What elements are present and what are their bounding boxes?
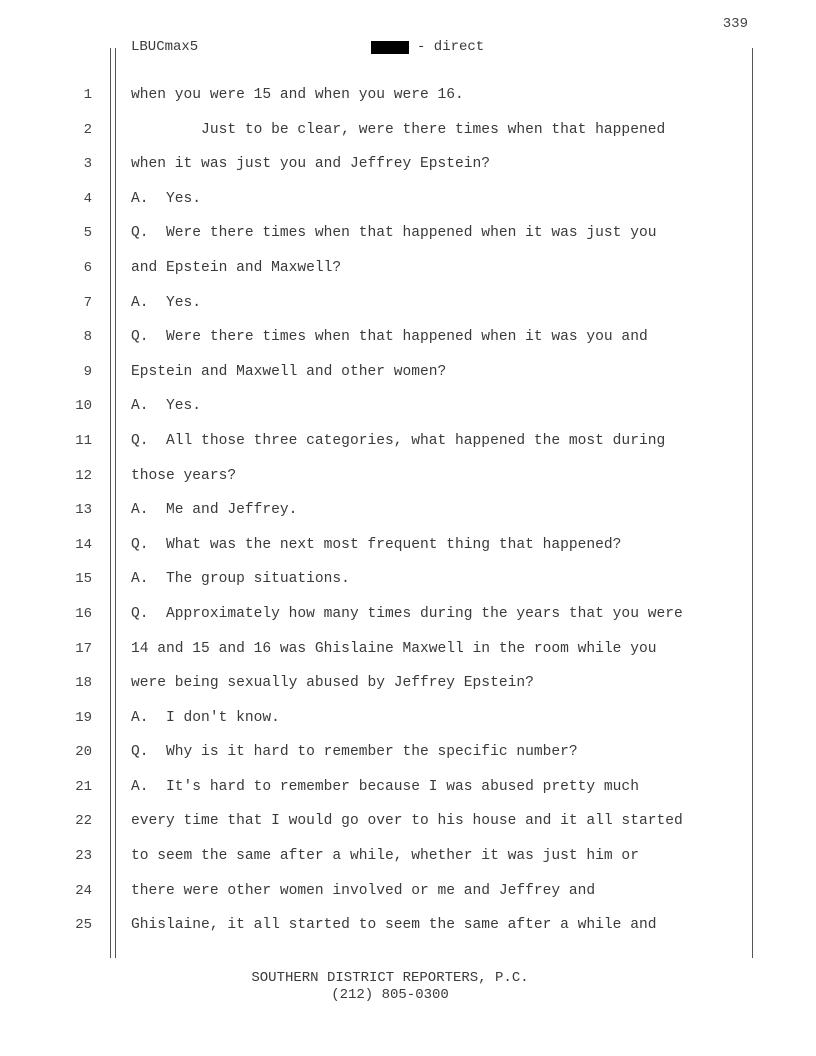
line-number: 8 xyxy=(83,329,92,346)
line-number: 14 xyxy=(75,536,92,553)
transcript-line: A. I don't know. xyxy=(131,709,280,726)
redaction-box xyxy=(371,41,409,54)
transcript-line: A. Yes. xyxy=(131,190,202,207)
footer xyxy=(0,970,780,1004)
line-number: 1 xyxy=(83,87,92,103)
left-margin-rule-inner xyxy=(115,48,116,958)
transcript-line: A. Yes. xyxy=(131,294,202,311)
line-number: 5 xyxy=(83,225,92,242)
line-number-column xyxy=(60,85,92,950)
transcript-line: Q. What was the next most frequent thing that happened? xyxy=(131,536,622,553)
line-number: 23 xyxy=(75,848,92,865)
line-number: 25 xyxy=(75,917,92,934)
transcript-line: Q. Why is it hard to remember the specific number? xyxy=(131,744,578,761)
reporter-phone: (212) 805-0300 xyxy=(331,987,449,1003)
line-number: 20 xyxy=(75,744,92,761)
line-number: 9 xyxy=(83,363,92,380)
transcript-line: Ghislaine, it all started to seem the same after a while and xyxy=(131,917,657,934)
transcript-line: A. Yes. xyxy=(131,398,202,415)
line-number: 22 xyxy=(75,813,92,830)
line-number: 19 xyxy=(75,709,92,726)
transcript-line: those years? xyxy=(131,467,237,484)
line-number: 16 xyxy=(75,605,92,622)
line-number: 12 xyxy=(75,467,92,484)
transcript-line: A. The group situations. xyxy=(131,571,350,588)
case-identifier: LBUCmax5 xyxy=(131,39,199,55)
reporter-name: SOUTHERN DISTRICT REPORTERS, P.C. xyxy=(251,970,529,986)
transcript-line: every time that I would go over to his house and it all started xyxy=(131,813,683,830)
transcript-line: when it was just you and Jeffrey Epstein? xyxy=(131,156,491,173)
line-number: 2 xyxy=(83,121,92,138)
section-label: - direct xyxy=(417,39,485,55)
line-number: 13 xyxy=(75,502,92,519)
transcript-line: and Epstein and Maxwell? xyxy=(131,259,342,276)
line-number: 7 xyxy=(83,294,92,311)
left-margin-rule-outer xyxy=(110,48,111,958)
page-number: 339 xyxy=(722,16,748,32)
transcript-line: Q. All those three categories, what happened the most during xyxy=(131,432,666,449)
transcript-line: Epstein and Maxwell and other women? xyxy=(131,363,447,380)
transcript-line: Just to be clear, were there times when that happened xyxy=(131,121,666,138)
right-margin-rule xyxy=(752,48,753,958)
line-number: 17 xyxy=(75,640,92,657)
line-number: 11 xyxy=(75,432,92,449)
transcript-line: Q. Approximately how many times during the years that you were xyxy=(131,605,683,622)
line-number: 3 xyxy=(83,156,92,173)
transcript-line: Q. Were there times when that happened when it was you and xyxy=(131,329,648,346)
transcript-line: A. It's hard to remember because I was abused pretty much xyxy=(131,778,639,795)
transcript-line: were being sexually abused by Jeffrey Epstein? xyxy=(131,675,534,692)
line-number: 4 xyxy=(83,190,92,207)
transcript-line: when you were 15 and when you were 16. xyxy=(131,87,464,103)
transcript-line: 14 and 15 and 16 was Ghislaine Maxwell in the room while you xyxy=(131,640,657,657)
transcript-line: to seem the same after a while, whether it was just him or xyxy=(131,848,639,865)
transcript-text xyxy=(131,85,751,950)
transcript-line: A. Me and Jeffrey. xyxy=(131,502,298,519)
line-number: 10 xyxy=(75,398,92,415)
line-number: 21 xyxy=(75,778,92,795)
line-number: 18 xyxy=(75,675,92,692)
header-witness-section xyxy=(371,39,484,55)
line-number: 15 xyxy=(75,571,92,588)
transcript-line: Q. Were there times when that happened when it was just you xyxy=(131,225,657,242)
line-number: 24 xyxy=(75,882,92,899)
transcript-line: there were other women involved or me and Jeffrey and xyxy=(131,882,596,899)
line-number: 6 xyxy=(83,259,92,276)
